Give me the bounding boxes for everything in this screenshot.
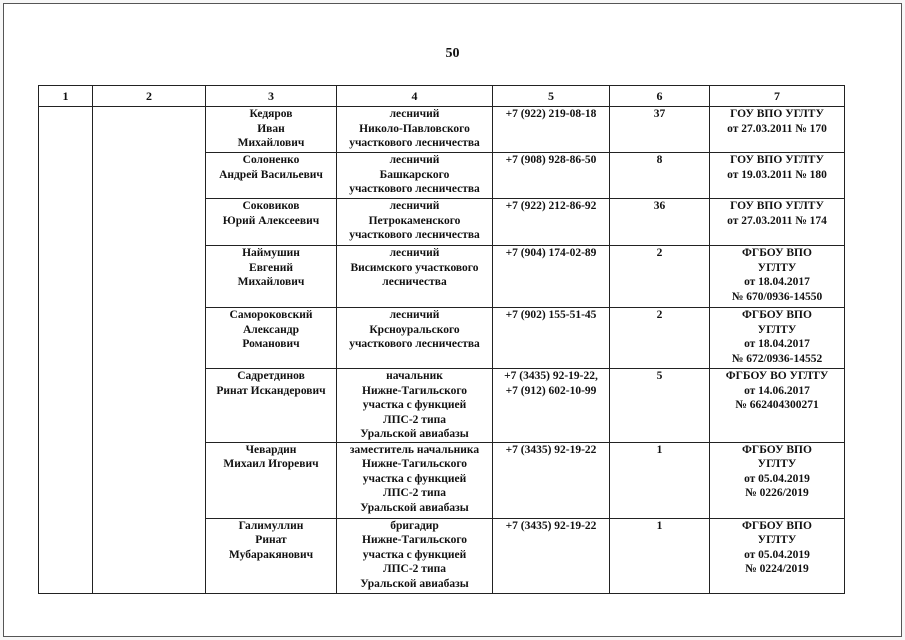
person-experience: 37 <box>610 107 710 153</box>
person-experience: 1 <box>610 442 710 518</box>
person-document: ФГБОУ ВПО УГЛТУ от 05.04.2019 № 0226/2019 <box>710 442 845 518</box>
column-header-7: 7 <box>710 86 845 107</box>
person-phone: +7 (3435) 92-19-22 <box>493 442 610 518</box>
table-header-row <box>39 86 845 107</box>
column-header-2: 2 <box>93 86 206 107</box>
person-phone: +7 (922) 219-08-18 <box>493 107 610 153</box>
person-position: лесничий Крсноуральского участкового лесничества <box>337 308 493 369</box>
person-position: начальник Нижне-Тагильского участка с функцией ЛПС-2 типа Уральской авиабазы <box>337 369 493 443</box>
column-header-3: 3 <box>206 86 337 107</box>
person-phone: +7 (904) 174-02-89 <box>493 246 610 308</box>
person-document: ГОУ ВПО УГЛТУ от 27.03.2011 № 170 <box>710 107 845 153</box>
empty-column-1 <box>39 107 93 594</box>
empty-column-2 <box>93 107 206 594</box>
person-name: Соковиков Юрий Алексеевич <box>206 199 337 246</box>
person-position: лесничий Башкарского участкового лесничества <box>337 153 493 199</box>
person-name: Самороковский Александр Романович <box>206 308 337 369</box>
column-header-6: 6 <box>610 86 710 107</box>
personnel-table <box>38 85 845 594</box>
person-document: ГОУ ВПО УГЛТУ от 19.03.2011 № 180 <box>710 153 845 199</box>
person-position: лесничий Николо-Павловского участкового лесничества <box>337 107 493 153</box>
person-experience: 1 <box>610 518 710 593</box>
person-name: Наймушин Евгений Михайлович <box>206 246 337 308</box>
person-name: Солоненко Андрей Васильевич <box>206 153 337 199</box>
person-name: Кедяров Иван Михайлович <box>206 107 337 153</box>
column-header-1: 1 <box>39 86 93 107</box>
table-row <box>39 107 845 153</box>
person-position: лесничий Петрокаменского участкового лесничества <box>337 199 493 246</box>
person-phone: +7 (3435) 92-19-22 <box>493 518 610 593</box>
person-name: Галимуллин Ринат Мубаракянович <box>206 518 337 593</box>
person-experience: 36 <box>610 199 710 246</box>
person-experience: 5 <box>610 369 710 443</box>
person-document: ФГБОУ ВПО УГЛТУ от 05.04.2019 № 0224/2019 <box>710 518 845 593</box>
document-page <box>3 3 902 637</box>
person-experience: 2 <box>610 246 710 308</box>
person-experience: 2 <box>610 308 710 369</box>
column-header-4: 4 <box>337 86 493 107</box>
person-name: Садретдинов Ринат Искандерович <box>206 369 337 443</box>
person-document: ФГБОУ ВО УГЛТУ от 14.06.2017 № 662404300271 <box>710 369 845 443</box>
person-phone: +7 (908) 928-86-50 <box>493 153 610 199</box>
person-name: Чевардин Михаил Игоревич <box>206 442 337 518</box>
person-experience: 8 <box>610 153 710 199</box>
person-phone: +7 (3435) 92-19-22, +7 (912) 602-10-99 <box>493 369 610 443</box>
person-document: ГОУ ВПО УГЛТУ от 27.03.2011 № 174 <box>710 199 845 246</box>
person-phone: +7 (902) 155-51-45 <box>493 308 610 369</box>
page-number: 50 <box>445 46 460 61</box>
person-document: ФГБОУ ВПО УГЛТУ от 18.04.2017 № 672/0936-14552 <box>710 308 845 369</box>
person-position: лесничий Висимского участкового лесничества <box>337 246 493 308</box>
column-header-5: 5 <box>493 86 610 107</box>
person-document: ФГБОУ ВПО УГЛТУ от 18.04.2017 № 670/0936-14550 <box>710 246 845 308</box>
person-position: заместитель начальника Нижне-Тагильского участка с функцией ЛПС-2 типа Уральской авиабазы <box>337 442 493 518</box>
person-position: бригадир Нижне-Тагильского участка с функцией ЛПС-2 типа Уральской авиабазы <box>337 518 493 593</box>
person-phone: +7 (922) 212-86-92 <box>493 199 610 246</box>
